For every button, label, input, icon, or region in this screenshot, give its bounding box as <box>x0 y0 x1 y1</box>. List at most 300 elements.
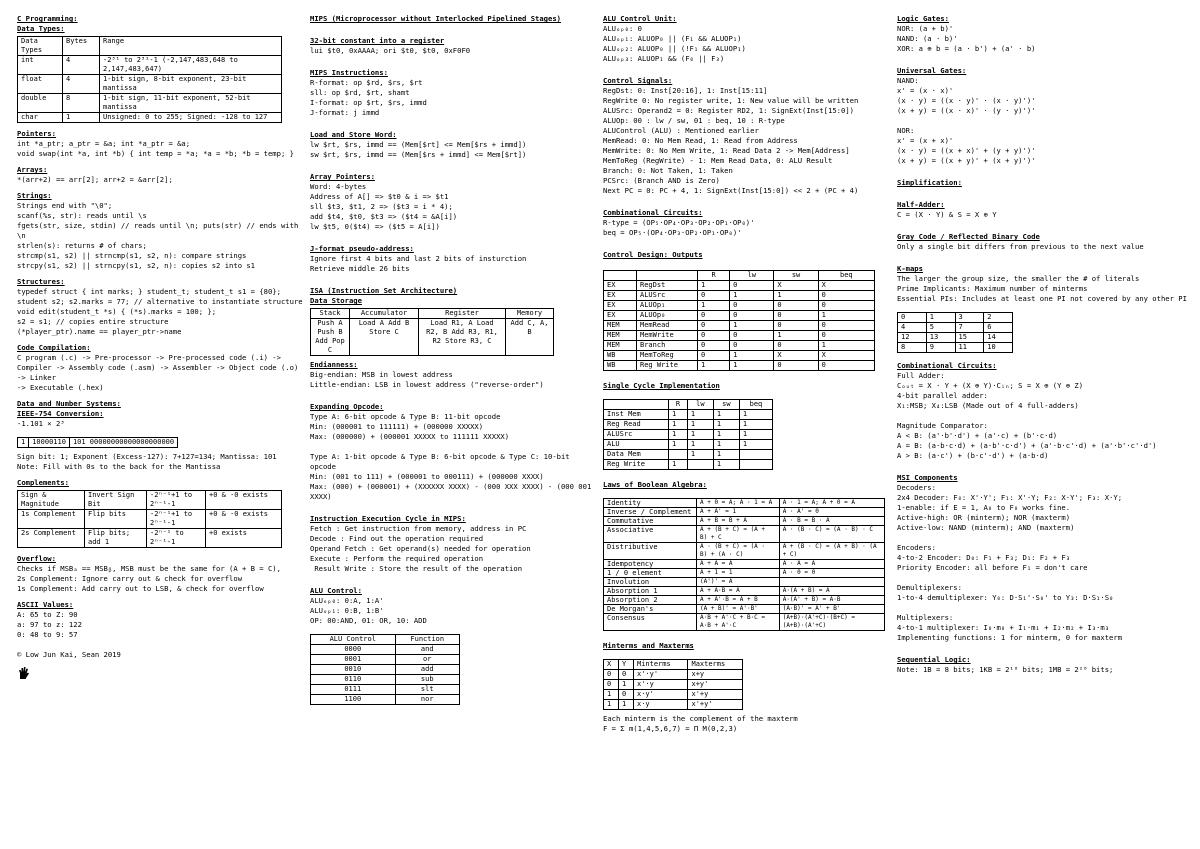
table-row <box>898 323 1013 333</box>
table-cell: 1 <box>713 450 739 460</box>
table-cell: A + (B · C) = (A + B) · (A + C) <box>779 543 884 560</box>
table-row <box>18 529 282 548</box>
text-line: A > B: (a·c') + (b·c'·d') + (a·b·d) <box>897 451 1049 460</box>
table-cell: Sign & Magnitude <box>18 491 85 510</box>
table-cell: A · B = B · A <box>779 517 884 526</box>
heading-instruction-cycle: Instruction Execution Cycle in MIPS: <box>310 514 466 523</box>
table-cell: 101 00000000000000000000 <box>69 438 177 448</box>
table-cell: 3 <box>955 313 984 323</box>
table-cell: 1 <box>926 313 955 323</box>
text-line: Ignore first 4 bits and last 2 bits of insturction <box>310 254 527 263</box>
table-cell: 0 <box>730 311 774 321</box>
table-header: R <box>698 271 730 281</box>
table-row <box>311 655 460 665</box>
heading-ascii: ASCII Values: <box>17 600 74 609</box>
table-row <box>604 440 773 450</box>
table-cell: RegDst <box>637 281 698 291</box>
complements-table <box>17 490 282 548</box>
heading-j-format: J-format pseudo-address: <box>310 244 414 253</box>
table-cell: 0 <box>698 291 730 301</box>
table-cell: MemToReg <box>637 351 698 361</box>
table-row <box>604 526 885 543</box>
table-row <box>604 690 743 700</box>
table-row <box>604 450 773 460</box>
table-header: Register <box>419 309 506 319</box>
table-cell: 1 <box>739 440 772 450</box>
table-cell: Absorption 1 <box>604 587 697 596</box>
table-cell: Unsigned: 0 to 255; Signed: -128 to 127 <box>100 113 282 123</box>
table-cell: Load R1, A Load R2, B Add R3, R1, R2 Store R3, C <box>419 319 506 356</box>
text-line: int *a_ptr; a_ptr = &a; int *a_ptr = &a; <box>17 139 191 148</box>
text-line: The larger the group size, the smaller the # of literals <box>897 274 1140 283</box>
text-line: Only a single bit differs from previous to the next value <box>897 242 1144 251</box>
text-line: Checks if MSBₐ == MSBᵦ, MSB must be the same for (A + B = C), <box>17 564 281 573</box>
table-cell: 0 <box>730 281 774 291</box>
text-line: typedef struct { int marks; } student_t; student_t s1 = {80}; <box>17 287 281 296</box>
table-cell: A + A' = 1 <box>697 508 780 517</box>
table-cell: ALUOp₀ <box>637 311 698 321</box>
table-row <box>604 587 885 596</box>
table-cell: X <box>774 281 818 291</box>
text-line: 2x4 Decoder: F₀: X'·Y'; F₁: X'·Y; F₂: X·Y'; F₃: X·Y; <box>897 493 1123 502</box>
table-cell: 1 <box>669 460 688 470</box>
table-cell: 1 <box>739 410 772 420</box>
table-cell: 0 <box>730 331 774 341</box>
text-line: lui $t0, 0xAAAA; ori $t0, $t0, 0xF0F0 <box>310 46 471 55</box>
table-cell: ALUSrc <box>637 291 698 301</box>
table-row <box>604 508 885 517</box>
text-line: Multiplexers: <box>897 613 954 622</box>
table-cell: Load A Add B Store C <box>350 319 419 356</box>
table-row <box>18 438 178 448</box>
text-line: 4-bit parallel adder: <box>897 391 988 400</box>
table-cell: Idempotency <box>604 560 697 569</box>
table-row <box>604 543 885 560</box>
text-line: Note: 1B = 8 bits; 1KB = 2¹⁰ bits; 1MB = 2²⁰ bits; <box>897 665 1114 674</box>
table-cell: 1 <box>713 460 739 470</box>
table-cell: Inst Mem <box>604 410 669 420</box>
heading-control-signals: Control Signals: <box>603 76 673 85</box>
text-line: 4-to-1 multiplexer: I₀·m₀ + I₁·m₁ + I₂·m₂ + I₃·m₃ <box>897 623 1110 632</box>
table-cell: 1 <box>713 420 739 430</box>
text-line: x' = (x · x)' <box>897 86 954 95</box>
table-cell: 0 <box>604 670 619 680</box>
table-row <box>604 499 885 508</box>
text-line: Decode : Find out the operation required <box>310 534 484 543</box>
table-cell: 0 <box>619 670 634 680</box>
table-cell: 15 <box>955 333 984 343</box>
table-cell: WB <box>604 351 637 361</box>
table-cell: 1 <box>730 291 774 301</box>
table-row <box>18 94 282 113</box>
text-line: Big-endian: MSB in lowest address <box>310 370 453 379</box>
ieee-value: -1.101 × 2³ <box>17 419 65 428</box>
text-line <box>897 116 1187 126</box>
table-cell: MEM <box>604 341 637 351</box>
text-line: lw $rt, $rs, immd == (Mem[$rt] <= Mem[$rs + immd]) <box>310 140 527 149</box>
table-cell: 4 <box>898 323 927 333</box>
table-cell: Inverse / Complement <box>604 508 697 517</box>
text-line: void edit(student_t *s) { (*s).marks = 100; }; <box>17 307 217 316</box>
table-cell: 1 <box>713 440 739 450</box>
table-cell: 13 <box>926 333 955 343</box>
table-cell: 1 / 0 element <box>604 569 697 578</box>
table-cell: x+y' <box>688 680 743 690</box>
table-cell: Involution <box>604 578 697 587</box>
heading-mips: MIPS (Microprocessor without Interlocked Pipelined Stages) <box>310 14 561 23</box>
table-cell: X <box>818 351 874 361</box>
table-cell: 1 <box>63 113 100 123</box>
heading-structures: Structures: <box>17 277 65 286</box>
text-line: OP: 00:AND, 01: OR, 10: ADD <box>310 616 427 625</box>
text-line: Retrieve middle 26 bits <box>310 264 410 273</box>
text-line: student s2; s2.marks = 77; // alternative to instantiate structure <box>17 297 303 306</box>
table-cell: 0 <box>818 361 874 371</box>
table-row <box>18 491 282 510</box>
table-cell: 1-bit sign, 11-bit exponent, 52-bit mantissa <box>100 94 282 113</box>
table-cell: (A+B)·(A'+C)·(B+C) = (A+B)·(A'+C) <box>779 614 884 631</box>
text-line: C = (X · Y) & S = X ⊕ Y <box>897 210 997 219</box>
text-line: Min: (000001 to 111111) + (000000 XXXXX) <box>310 422 484 431</box>
table-cell: A + (B + C) = (A + B) + C <box>697 526 780 543</box>
table-cell: 1 <box>687 420 713 430</box>
text-line: sll: op $rd, $rt, shamt <box>310 88 410 97</box>
table-cell: 0 <box>818 331 874 341</box>
table-cell: Invert Sign Bit <box>85 491 147 510</box>
table-cell: 1 <box>669 420 688 430</box>
table-header: R <box>669 400 688 410</box>
table-cell: 0 <box>698 341 730 351</box>
heading-ieee-754: IEEE-754 Conversion: <box>17 409 104 418</box>
table-row <box>18 510 282 529</box>
table-cell: add <box>395 665 460 675</box>
text-line: ALUₒₚ₃: ALUOP₁ && (F₀ || F₃) <box>603 54 725 63</box>
table-row <box>18 56 282 75</box>
table-cell: ALU <box>604 440 669 450</box>
table-cell: Commutative <box>604 517 697 526</box>
minterms-table <box>603 659 743 710</box>
text-line: X₁:MSB; X₄:LSB (Made out of 4 full-adders) <box>897 401 1079 410</box>
table-cell: MemRead <box>637 321 698 331</box>
table-cell: 1 <box>604 700 619 710</box>
text-line: A < B: (a'·b'·d') + (a'·c) + (b'·c·d) <box>897 431 1058 440</box>
heading-msi-components: MSI Components <box>897 473 958 482</box>
table-cell: 1 <box>713 430 739 440</box>
table-cell: 0 <box>698 351 730 361</box>
text-line: Active-high: OR (minterm); NOR (maxterm) <box>897 513 1071 522</box>
table-cell: Distributive <box>604 543 697 560</box>
table-cell: 0 <box>818 301 874 311</box>
table-cell: Data Mem <box>604 450 669 460</box>
table-cell <box>779 578 884 587</box>
table-row <box>604 460 773 470</box>
table-cell: 1 <box>730 361 774 371</box>
table-cell: Branch <box>637 341 698 351</box>
table-row <box>898 343 1013 353</box>
table-cell: A + B = B + A <box>697 517 780 526</box>
table-cell: MEM <box>604 321 637 331</box>
heading-expanding-opcode: Expanding Opcode: <box>310 402 384 411</box>
heading-logic-gates: Logic Gates: <box>897 14 949 23</box>
text-line: 1s Complement: Add carry out to LSB, & check for overflow <box>17 584 264 593</box>
table-cell: and <box>395 645 460 655</box>
table-header: lw <box>730 271 774 281</box>
table-header: lw <box>687 400 713 410</box>
table-cell: 0 <box>774 361 818 371</box>
text-line: Max: (000) + (000001) + (XXXXXX XXXX) - (000 XXX XXXX) - (000 001 XXXX) <box>310 482 596 501</box>
heading-alu-control: ALU Control: <box>310 586 362 595</box>
text-line: RegWrite 0: No register write, 1: New value will be written <box>603 96 859 105</box>
table-cell: A + 0 = A; A · 1 = A <box>697 499 780 508</box>
data-types-table <box>17 36 282 123</box>
text-line: Type A: 1-bit opcode & Type B: 6-bit opcode & Type C: 10-bit opcode <box>310 452 574 471</box>
k-map-table <box>897 312 1013 353</box>
table-cell: Associative <box>604 526 697 543</box>
text-line: I-format: op $rt, $rs, immd <box>310 98 427 107</box>
text-line: Type A: 6-bit opcode & Type B: 11-bit opcode <box>310 412 501 421</box>
table-cell: Reg Read <box>604 420 669 430</box>
table-row <box>604 331 875 341</box>
table-cell: ALUSrc <box>604 430 669 440</box>
table-cell: Consensus <box>604 614 697 631</box>
table-row <box>311 675 460 685</box>
heading-gray-code: Gray Code / Reflected Binary Code <box>897 232 1040 241</box>
table-cell: double <box>18 94 63 113</box>
text-line: 2s Complement: Ignore carry out & check for overflow <box>17 574 243 583</box>
table-header: Range <box>100 37 282 56</box>
table-header: sw <box>713 400 739 410</box>
text-line: Strings end with "\0"; <box>17 201 113 210</box>
text-line <box>897 573 1187 583</box>
table-cell: 1 <box>818 341 874 351</box>
text-line: (x + y) = ((x + y)' + (x + y)')' <box>897 156 1036 165</box>
table-cell: A · (B + C) = (A · B) + (A · C) <box>697 543 780 560</box>
table-cell: int <box>18 56 63 75</box>
table-cell: 1 <box>730 351 774 361</box>
table-cell <box>669 450 688 460</box>
table-cell: A · A = A <box>779 560 884 569</box>
table-cell: x'·y' <box>634 670 688 680</box>
table-row <box>604 614 885 631</box>
text-line: *(arr+2) == arr[2]; arr+2 = &arr[2]; <box>17 175 173 184</box>
table-cell: Reg Write <box>637 361 698 371</box>
table-header: beq <box>818 271 874 281</box>
text-line: NAND: <box>897 76 919 85</box>
text-line: (x · y) = ((x · y)' · (x · y)')' <box>897 96 1036 105</box>
text-line: ALUₒₚ₂: ALUOP₀ || (!F₁ && ALUOP₁) <box>603 44 746 53</box>
table-row <box>604 560 885 569</box>
table-cell: 1s Complement <box>18 510 85 529</box>
heading-single-cycle: Single Cycle Implementation <box>603 381 720 390</box>
table-row <box>604 596 885 605</box>
table-cell: 14 <box>984 333 1013 343</box>
heading-data-number-systems: Data and Number Systems: <box>17 399 121 408</box>
table-cell: MEM <box>604 331 637 341</box>
table-cell: 0 <box>898 313 927 323</box>
text-line: R-format: op $rd, $rs, $rt <box>310 78 423 87</box>
table-cell: (A·B)' = A' + B' <box>779 605 884 614</box>
heading-array-pointers: Array Pointers: <box>310 172 375 181</box>
table-cell: char <box>18 113 63 123</box>
text-line: Min: (001 to 111) + (000001 to 000111) + (000000 XXXX) <box>310 472 544 481</box>
table-cell: X <box>774 351 818 361</box>
text-line: Prime Implicants: Maximum number of minterms <box>897 284 1088 293</box>
text-line: Magnitude Comparator: <box>897 421 988 430</box>
table-cell: 1 <box>604 690 619 700</box>
text-line: RegDst: 0: Inst[20:16], 1: Inst[15:11] <box>603 86 768 95</box>
ieee-table <box>17 437 178 448</box>
table-cell: 0 <box>698 311 730 321</box>
table-cell: 0 <box>619 690 634 700</box>
table-cell: -2ⁿ⁻¹+1 to 2ⁿ⁻¹-1 <box>147 510 206 529</box>
table-cell: 0 <box>774 341 818 351</box>
text-line: PCSrc: (Branch AND is Zero) <box>603 176 720 185</box>
text-line: Sign bit: 1; Exponent (Excess-127): 7+127=134; Mantissa: 101 <box>17 452 277 461</box>
table-cell: slt <box>395 685 460 695</box>
hand-logo-icon <box>17 666 31 680</box>
table-cell: A + 1 = 1 <box>697 569 780 578</box>
table-cell: 1 <box>730 321 774 331</box>
heading-boolean-laws: Laws of Boolean Algebra: <box>603 480 707 489</box>
table-cell: 2s Complement <box>18 529 85 548</box>
table-cell: 1 <box>698 281 730 291</box>
table-cell: sub <box>395 675 460 685</box>
text-line: strlen(s): returns # of chars; <box>17 241 147 250</box>
table-row <box>311 665 460 675</box>
table-header: Maxterms <box>688 660 743 670</box>
text-line: Full Adder: <box>897 371 945 380</box>
table-cell: 1 <box>619 700 634 710</box>
single-cycle-table <box>603 399 773 470</box>
table-cell: x·y <box>634 700 688 710</box>
text-line: -> Executable (.hex) <box>17 383 104 392</box>
table-row <box>604 569 885 578</box>
table-row <box>604 420 773 430</box>
table-cell: 0 <box>604 680 619 690</box>
table-cell: 0010 <box>311 665 396 675</box>
text-line: Active-low: NAND (minterm); AND (maxterm) <box>897 523 1075 532</box>
table-cell: A·(A + B) = A <box>779 587 884 596</box>
table-cell <box>739 460 772 470</box>
table-header: ALU Control <box>311 635 396 645</box>
table-cell: A + A = A <box>697 560 780 569</box>
text-line: scanf(%s, str): reads until \s <box>17 211 147 220</box>
table-cell: Push A Push B Add Pop C <box>311 319 350 356</box>
table-row <box>604 430 773 440</box>
table-cell: 1 <box>818 311 874 321</box>
table-cell: ALUOp₁ <box>637 301 698 311</box>
text-line: A: 65 to Z: 90 <box>17 610 78 619</box>
text-line: void swap(int *a, int *b) { int temp = *a; *a = *b; *b = temp; } <box>17 149 294 158</box>
text-line: NOR: (a + b)' <box>897 24 954 33</box>
column-mips <box>310 14 594 709</box>
heading-pointers: Pointers: <box>17 129 56 138</box>
table-cell: 1 <box>687 430 713 440</box>
heading-combinational-circuits: Combinational Circuits: <box>603 208 703 217</box>
text-line: Decoders: <box>897 483 936 492</box>
table-cell: A · (B · C) = (A · B) · C <box>779 526 884 543</box>
heading-endianness: Endianness: <box>310 360 358 369</box>
table-cell: 9 <box>926 343 955 353</box>
table-cell: 8 <box>898 343 927 353</box>
text-line: Essential PIs: Includes at least one PI not covered by any other PI <box>897 294 1187 303</box>
table-cell: x+y <box>688 670 743 680</box>
table-row <box>604 311 875 321</box>
text-line <box>897 603 1187 613</box>
table-cell: nor <box>395 695 460 705</box>
table-cell: EX <box>604 291 637 301</box>
column-c-programming <box>17 14 303 683</box>
table-cell: 1 <box>669 430 688 440</box>
table-cell: 0 <box>698 321 730 331</box>
table-cell: 1 <box>739 430 772 440</box>
table-cell: 1100 <box>311 695 396 705</box>
text-line: Cₒᵤₜ = X · Y + (X ⊕ Y)·Cᵢₙ; S = X ⊕ (Y ⊕ Z) <box>897 381 1084 390</box>
table-cell: A·(A' + B) = A·B <box>779 596 884 605</box>
table-cell: (A + B)' = A'·B' <box>697 605 780 614</box>
table-cell: MemWrite <box>637 331 698 341</box>
table-cell: 1 <box>669 410 688 420</box>
heading-32bit-constant: 32-bit constant into a register <box>310 36 445 45</box>
text-line <box>310 442 594 452</box>
heading-code-compilation: Code Compilation: <box>17 343 91 352</box>
text-line: sll $t3, $t1, 2 => ($t3 = i * 4); <box>310 202 453 211</box>
text-line: C program (.c) -> Pre-processor -> Pre-processed code (.i) -> Compiler -> Assembly code (.asm) -> Assembler -> Object code (.o) -> Linker <box>17 353 303 382</box>
text-line: Result Write : Store the result of the operation <box>310 564 523 573</box>
text-line <box>897 411 1187 421</box>
table-cell: 0111 <box>311 685 396 695</box>
table-row <box>604 605 885 614</box>
text-line: Execute : Perform the required operation <box>310 554 484 563</box>
table-row <box>604 341 875 351</box>
table-row <box>604 680 743 690</box>
text-line: Demultiplexers: <box>897 583 962 592</box>
table-row <box>18 75 282 94</box>
text-line: 4-to-2 Encoder: D₀: F₁ + F₃; D₁: F₂ + F₃ <box>897 553 1071 562</box>
table-cell: 0 <box>730 341 774 351</box>
table-cell: Identity <box>604 499 697 508</box>
text-line: x' = (x + x)' <box>897 136 954 145</box>
table-cell <box>687 460 713 470</box>
text-line <box>897 533 1187 543</box>
heading-strings: Strings: <box>17 191 52 200</box>
table-row <box>18 113 282 123</box>
table-header: Memory <box>506 309 554 319</box>
table-cell: +0 & -0 exists <box>206 491 282 510</box>
text-line: Max: (000000) + (000001 XXXXX to 111111 XXXXX) <box>310 432 510 441</box>
text-line: A = B: (a·b·c·d) + (a·b'·c·d') + (a'·b·c'·d) + (a'·b'·c'·d') <box>897 441 1157 450</box>
table-row <box>898 333 1013 343</box>
table-cell: 0 <box>774 301 818 311</box>
table-cell: 0001 <box>311 655 396 665</box>
text-line: strcmp(s1, s2) || strncmp(s1, s2, n): compare strings <box>17 251 247 260</box>
table-row <box>604 410 773 420</box>
table-cell: (A')' = A <box>697 578 780 587</box>
heading-control-design-outputs: Control Design: Outputs <box>603 250 703 259</box>
text-line: Word: 4-bytes <box>310 182 367 191</box>
table-cell: Absorption 2 <box>604 596 697 605</box>
table-header: Minterms <box>634 660 688 670</box>
text-line: a: 97 to z: 122 <box>17 620 82 629</box>
table-cell: 1 <box>774 291 818 301</box>
table-row <box>604 361 875 371</box>
table-cell: 0110 <box>311 675 396 685</box>
text-line: Note: Fill with 0s to the back for the Mantissa <box>17 462 221 471</box>
table-row <box>311 319 554 356</box>
text-line: ALUₒₚ₁: 0:B, 1:B' <box>310 606 384 615</box>
text-line: lw $t5, 0($t4) => ($t5 = A[i]) <box>310 222 440 231</box>
text-line: sw $rt, $rs, immd == (Mem[$rs + immd] <= Mem[$rt]) <box>310 150 527 159</box>
